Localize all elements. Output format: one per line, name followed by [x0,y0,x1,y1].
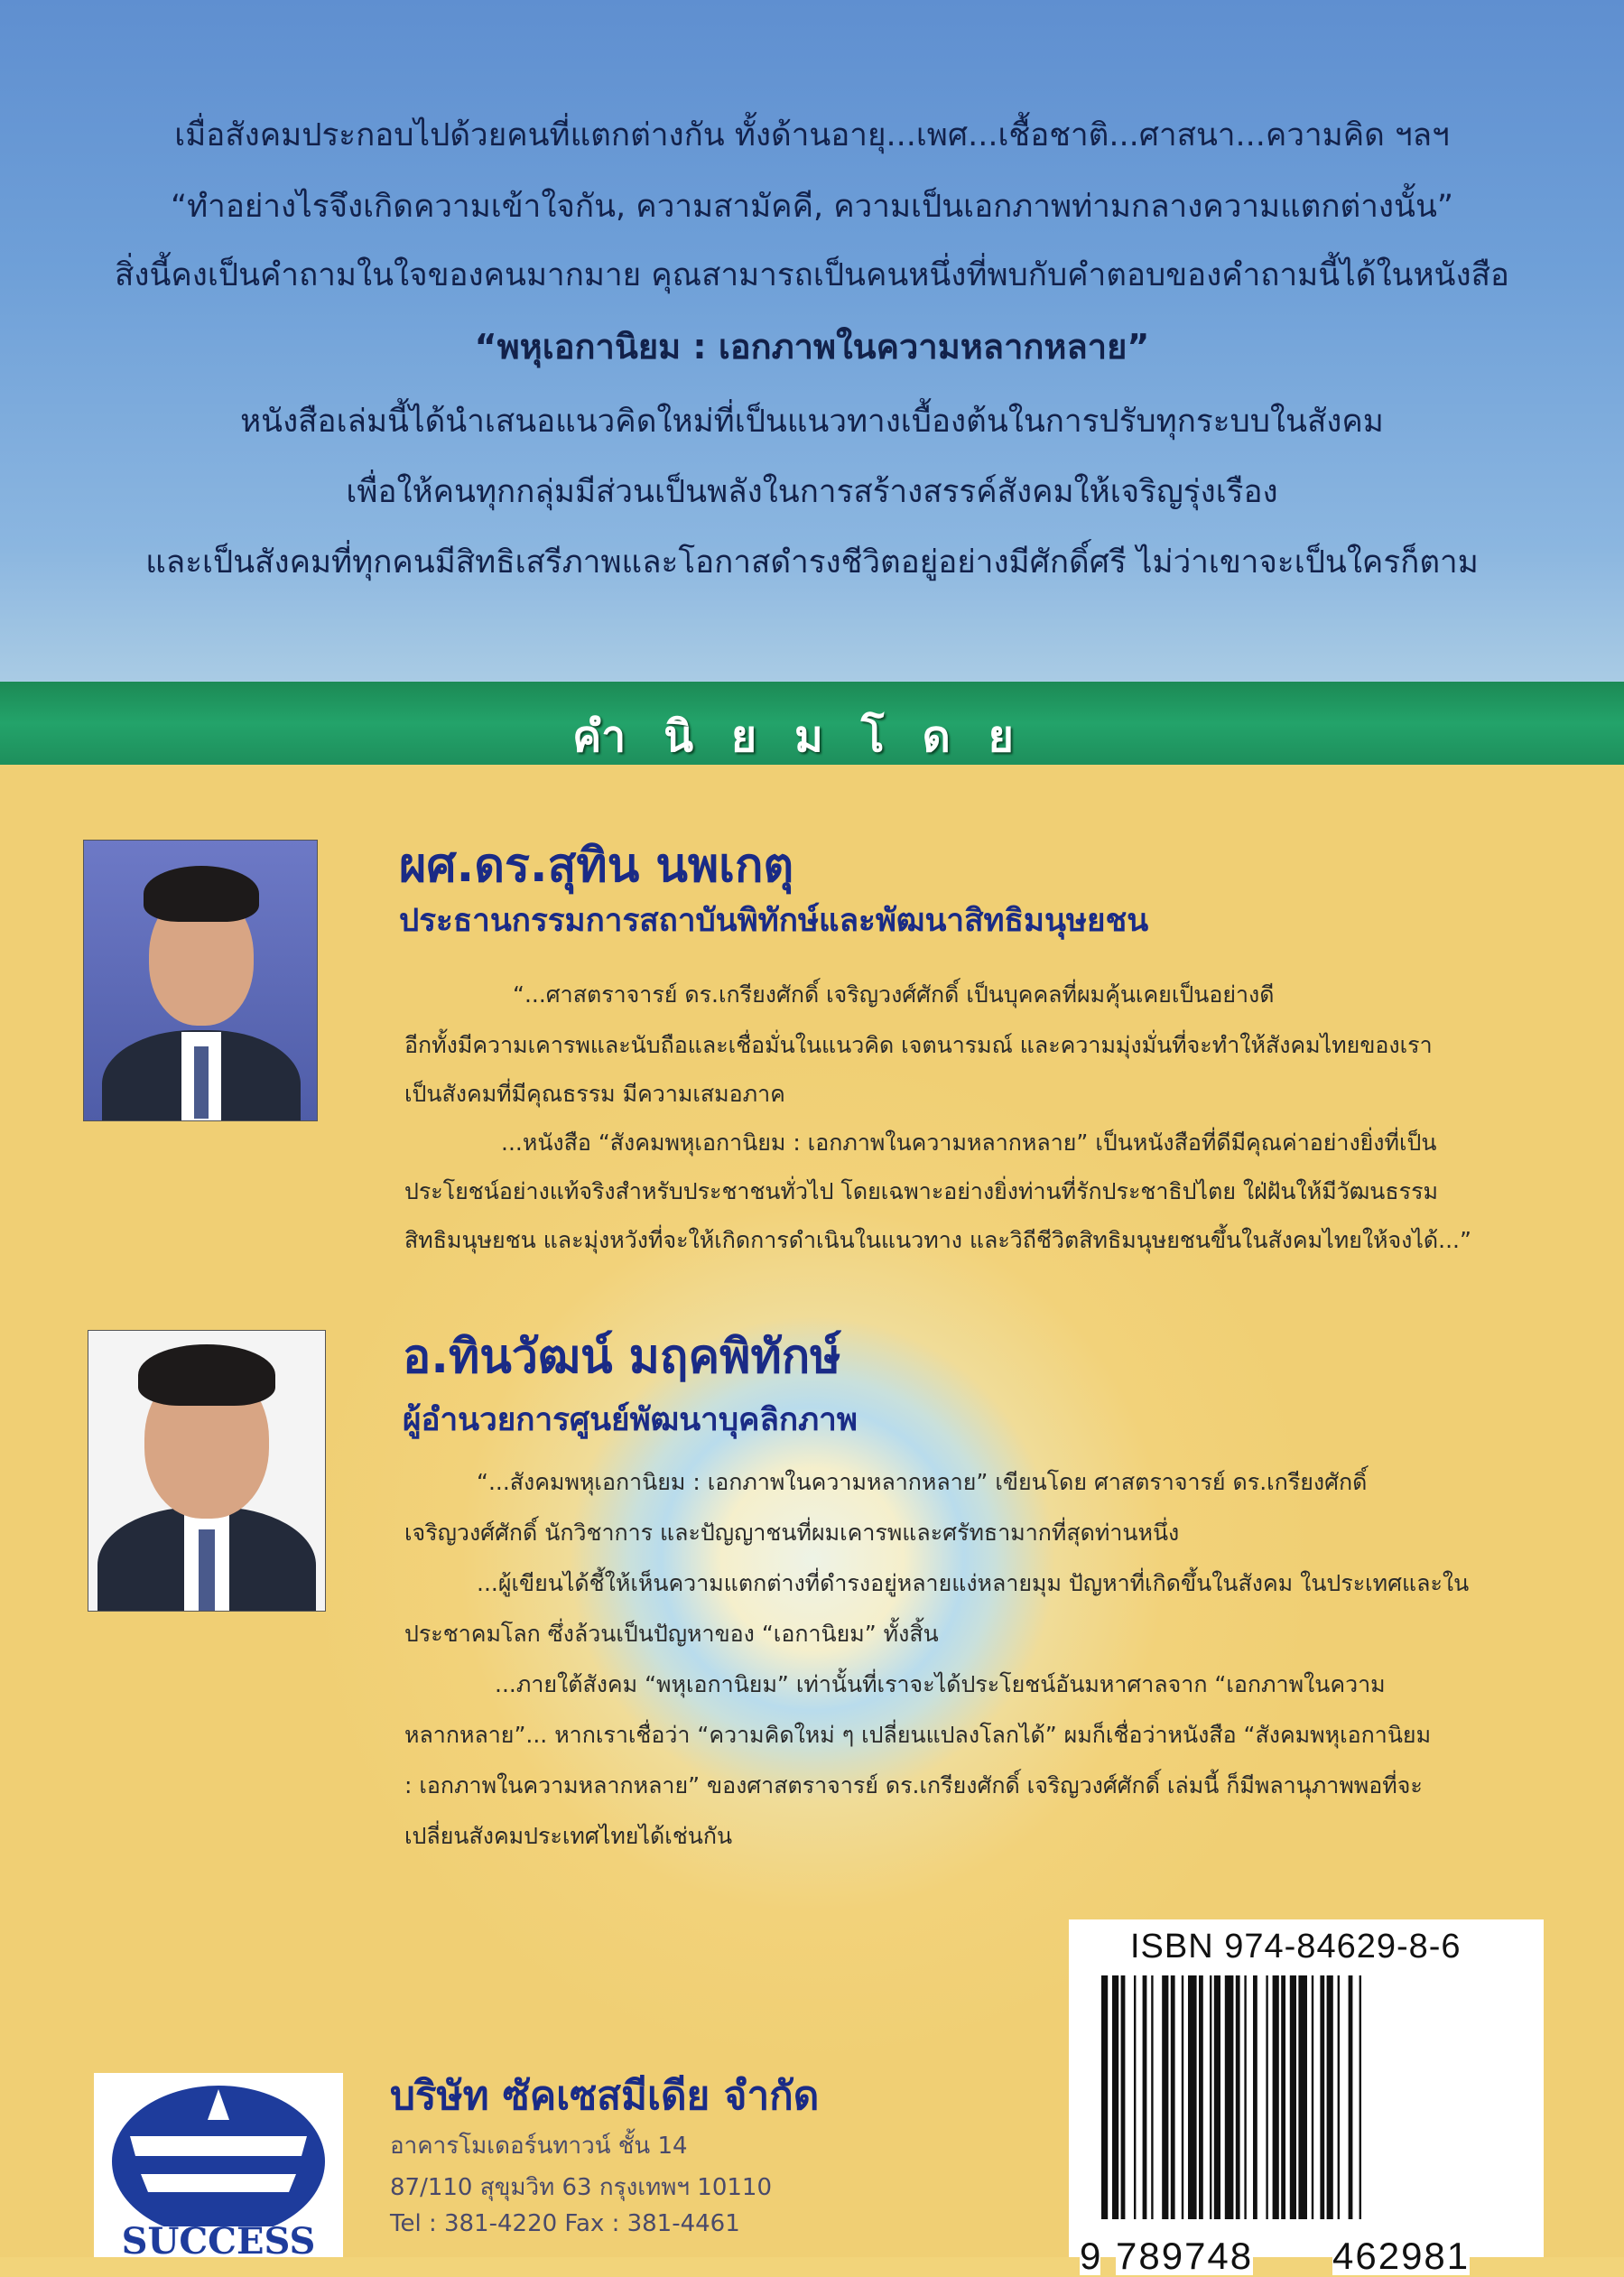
barcode-bar [1101,1975,1108,2219]
barcode-digits-right: 462981 [1332,2235,1471,2277]
endorser-2-quote-line: ...ผู้เขียนได้ชี้ให้เห็นความแตกต่างที่ดำรงอยู่หลายแง่หลายมุม ปัญหาที่เกิดขึ้นในสังคม ในประเทศและใน [477,1570,1470,1596]
intro-line-1: เมื่อสังคมประกอบไปด้วยคนที่แตกต่างกัน ทั้งด้านอายุ...เพศ...เชื้อชาติ...ศาสนา...ความคิด ฯลฯ [174,117,1450,153]
barcode-bar [1312,1975,1313,2219]
logo-text: SUCCESS [121,2220,316,2257]
endorser-2-photo [88,1330,326,1612]
barcode-bar [1273,1975,1279,2219]
intro-book-title: “พหุเอกานิยม : เอกภาพในความหลากหลาย” [474,327,1150,367]
barcode-bar [1151,1975,1153,2219]
endorser-1-quote-line: ...หนังสือ “สังคมพหุเอกานิยม : เอกภาพในความหลากหลาย” เป็นหนังสือที่ดีมีคุณค่าอย่างยิ่งที่เป็น [501,1129,1437,1156]
endorser-2-quote-line: เจริญวงศ์ศักดิ์ นักวิชาการ และปัญญาชนที่ผมเคารพและศรัทธามากที่สุดท่านหนึ่ง [404,1520,1180,1546]
barcode-bar [1236,1975,1240,2219]
barcode-digits-left: 789748 [1116,2235,1254,2277]
intro-line-2: “ทำอย่างไรจึงเกิดความเข้าใจกัน, ความสามัคคี, ความเป็นเอกภาพท่ามกลางความแตกต่างนั้น” [170,189,1454,225]
intro-line-7: และเป็นสังคมที่ทุกคนมีสิทธิเสรีภาพและโอกาสดำรงชีวิตอยู่อย่างมีศักดิ์ศรี ไม่ว่าเขาจะเป็นใครก็ตาม [145,544,1479,581]
publisher-address-line: อาคารโมเดอร์นทาวน์ ชั้น 14 [390,2133,688,2160]
endorser-2-quote-line: ประชาคมโลก ซึ่งล้วนเป็นปัญหาของ “เอกานิยม” ทั้งสิ้น [404,1621,939,1647]
publisher-name: บริษัท ซัคเซสมีเดีย จำกัด [390,2073,820,2119]
barcode-bar [1320,1975,1324,2219]
barcode-bar [1214,1975,1220,2219]
endorser-2-quote-line: : เอกภาพในความหลากหลาย” ของศาสตราจารย์ ดร.เกรียงศักดิ์ เจริญวงศ์ศักดิ์ เล่มนี้ ก็มีพลานุภาพพอที่จะ [404,1772,1423,1798]
barcode-bar [1253,1975,1257,2219]
barcode-bar [1162,1975,1168,2219]
barcode-bar [1210,1975,1211,2219]
publisher-address-line: 87/110 สุขุมวิท 63 กรุงเทพฯ 10110 [390,2174,773,2201]
publisher-contact-line: Tel : 381-4220 Fax : 381-4461 [390,2210,740,2237]
endorser-1-quote-line: สิทธิมนุษยชน และมุ่งหวังที่จะให้เกิดการดำเนินในแนวทาง และวิถีชีวิตสิทธิมนุษยชนขึ้นในสังคมไทยให้จงได้...” [404,1227,1471,1253]
endorser-2-quote-line: หลากหลาย”... หากเราเชื่อว่า “ความคิดใหม่ ๆ เปลี่ยนแปลงโลกได้” ผมก็เชื่อว่าหนังสือ “สังคมพหุเอกานิยม [404,1722,1432,1748]
barcode-bar [1338,1975,1340,2219]
isbn-label: ISBN 974-84629-8-6 [1130,1928,1462,1966]
barcode-bar [1182,1975,1183,2219]
barcode-bar [1143,1975,1147,2219]
barcode-bar [1281,1975,1285,2219]
intro-line-6: เพื่อให้คนทุกกลุ่มมีส่วนเป็นพลังในการสร้างสรรค์สังคมให้เจริญรุ่งเรือง [346,474,1278,510]
intro-line-3: สิ่งนี้คงเป็นคำถามในใจของคนมากมาย คุณสามารถเป็นคนหนึ่งที่พบกับคำตอบของคำถามนี้ได้ในหนังสือ [115,257,1509,293]
barcode-digit-prefix: 9 [1080,2235,1101,2277]
endorsement-band-title: คำนิยมโดย [572,711,1052,762]
endorser-1-name: ผศ.ดร.สุทิน นพเกตุ [399,839,794,893]
barcode-bar [1199,1975,1203,2219]
barcode-bar [1188,1975,1197,2219]
endorser-2-name: อ.ทินวัฒน์ มฤคพิทักษ์ [403,1330,841,1384]
endorser-1-quote-line: ประโยชน์อย่างแท้จริงสำหรับประชาชนทั่วไป โดยเฉพาะอย่างยิ่งท่านที่รักประชาธิปไตย ใฝ่ฝันให้มีวัฒนธรรม [404,1178,1438,1204]
endorser-1-quote-line: เป็นสังคมที่มีคุณธรรม มีความเสมอภาค [404,1081,785,1107]
endorser-1-role: ประธานกรรมการสถาบันพิทักษ์และพัฒนาสิทธิมนุษยชน [399,903,1149,939]
barcode-bar [1266,1975,1267,2219]
endorser-2-role: ผู้อำนวยการศูนย์พัฒนาบุคลิกภาพ [403,1402,858,1438]
endorser-1-quote-line: อีกทั้งมีความเคารพและนับถือและเชื่อมั่นในแนวคิด เจตนารมณ์ และความมุ่งมั่นที่จะทำให้สังคมไทยของเรา [404,1032,1433,1058]
endorser-1-photo [83,840,318,1121]
barcode-bar [1112,1975,1118,2219]
success-media-logo [94,2073,343,2257]
barcode-bar [1298,1975,1307,2219]
endorser-2-quote-line: ...ภายใต้สังคม “พหุเอกานิยม” เท่านั้นที่เราจะได้ประโยชน์อันมหาศาลจาก “เอกภาพในความ [495,1671,1386,1697]
intro-line-5: หนังสือเล่มนี้ได้นำเสนอแนวคิดใหม่ที่เป็นแนวทางเบื้องต้นในการปรับทุกระบบในสังคม [240,404,1384,440]
barcode [1096,1975,1520,2219]
barcode-bar [1327,1975,1333,2219]
barcode-bar [1360,1975,1361,2219]
barcode-bar [1244,1975,1246,2219]
barcode-bar [1171,1975,1175,2219]
barcode-bar [1121,1975,1126,2219]
barcode-bar [1134,1975,1136,2219]
endorser-2-quote-line: เปลี่ยนสังคมประเทศไทยได้เช่นกัน [404,1823,733,1849]
endorser-1-quote-line: “...ศาสตราจารย์ ดร.เกรียงศักดิ์ เจริญวงศ์ศักดิ์ เป็นบุคคลที่ผมคุ้นเคยเป็นอย่างดี [513,981,1275,1008]
barcode-bar [1290,1975,1296,2219]
endorser-2-quote-line: “...สังคมพหุเอกานิยม : เอกภาพในความหลากหลาย” เขียนโดย ศาสตราจารย์ ดร.เกรียงศักดิ์ [477,1469,1368,1495]
barcode-bar [1349,1975,1353,2219]
barcode-bar [1225,1975,1234,2219]
